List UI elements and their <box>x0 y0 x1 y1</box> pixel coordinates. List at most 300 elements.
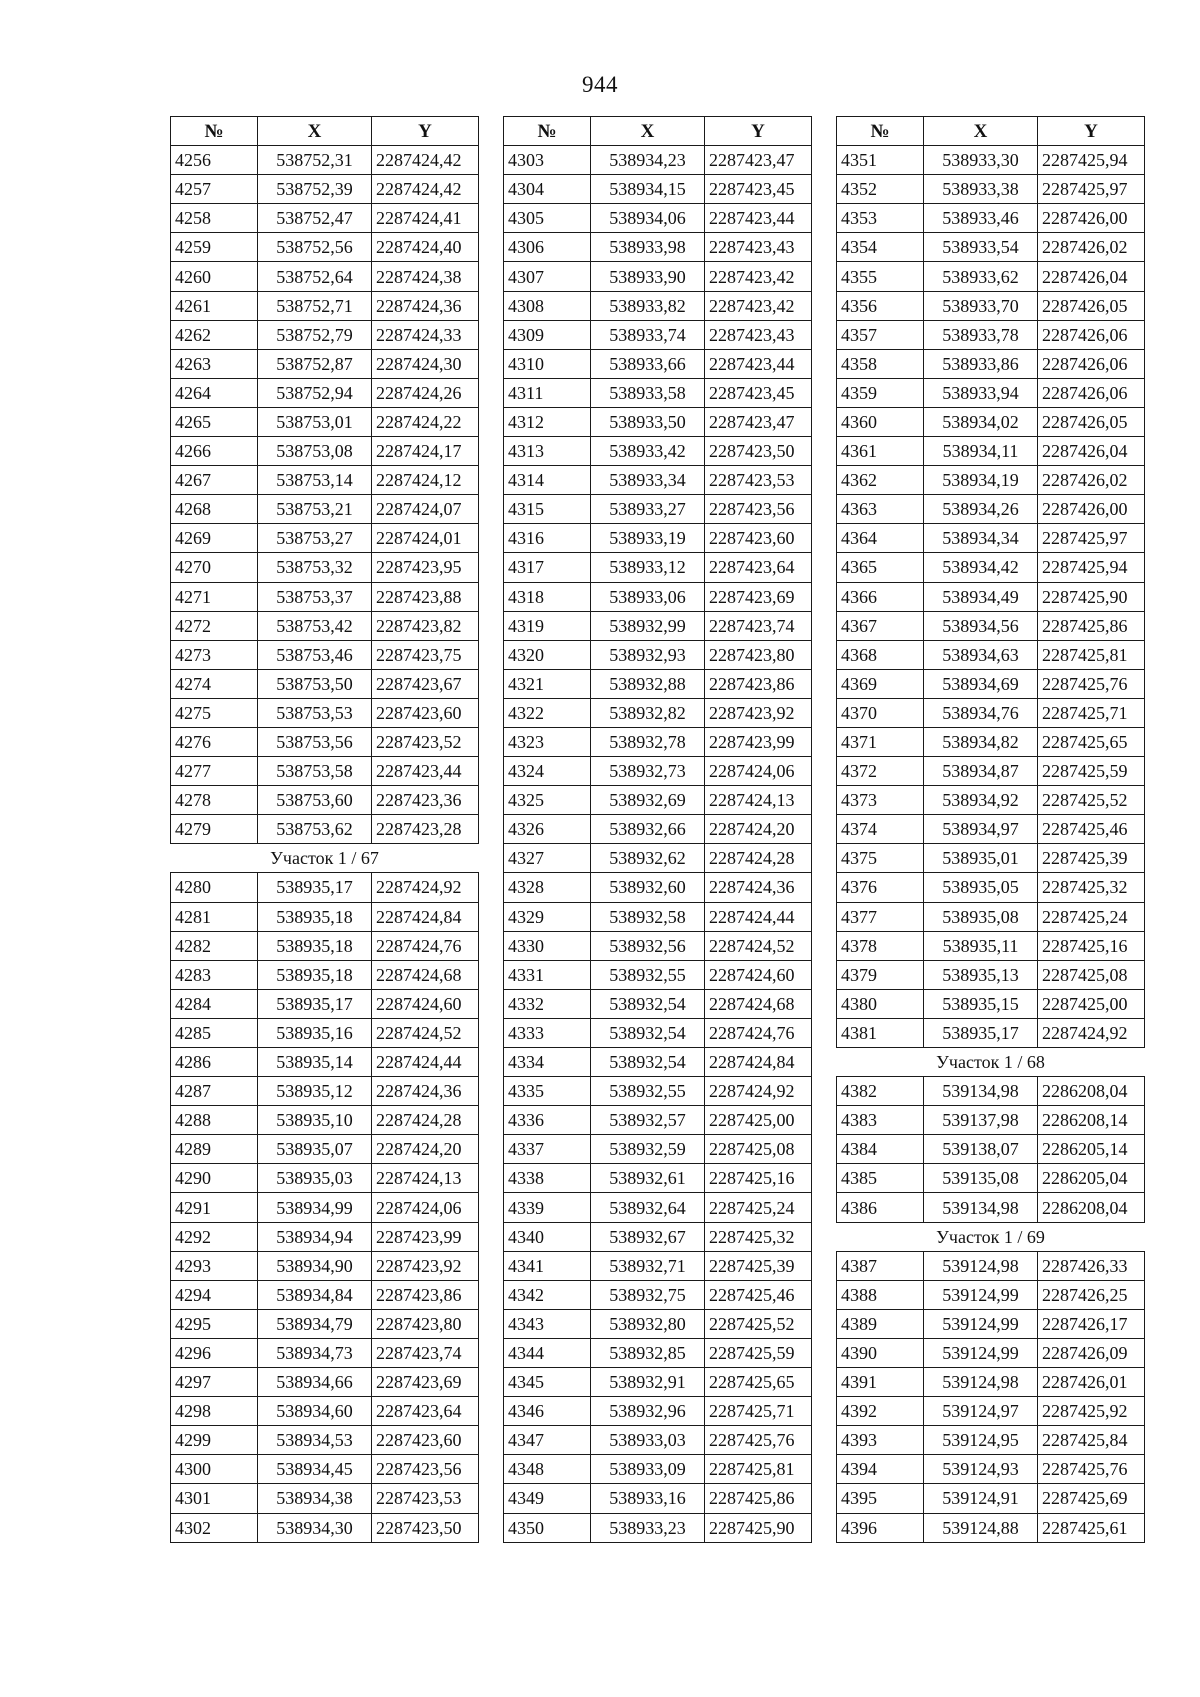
table-row <box>837 553 1145 582</box>
table-row <box>171 204 479 233</box>
x-coordinate: 538752,94 <box>258 378 372 407</box>
x-coordinate: 538752,87 <box>258 349 372 378</box>
table-row <box>171 349 479 378</box>
y-coordinate: 2287423,86 <box>372 1280 479 1309</box>
point-number: 4333 <box>504 1018 591 1047</box>
x-coordinate: 538933,86 <box>924 349 1038 378</box>
table-row <box>837 1018 1145 1047</box>
point-number: 4382 <box>837 1077 924 1106</box>
x-coordinate: 538753,01 <box>258 407 372 436</box>
point-number: 4356 <box>837 291 924 320</box>
x-coordinate: 538933,54 <box>924 233 1038 262</box>
point-number: 4285 <box>171 1018 258 1047</box>
table-row <box>837 1193 1145 1222</box>
point-number: 4354 <box>837 233 924 262</box>
y-coordinate: 2287423,60 <box>372 698 479 727</box>
point-number: 4283 <box>171 960 258 989</box>
point-number: 4344 <box>504 1338 591 1367</box>
y-coordinate: 2287423,42 <box>705 262 812 291</box>
x-coordinate: 538933,30 <box>924 146 1038 175</box>
y-coordinate: 2287426,04 <box>1038 262 1145 291</box>
y-coordinate: 2287426,06 <box>1038 378 1145 407</box>
point-number: 4294 <box>171 1280 258 1309</box>
y-coordinate: 2287423,69 <box>705 582 812 611</box>
table-row <box>171 291 479 320</box>
x-coordinate: 538932,93 <box>591 640 705 669</box>
x-coordinate: 539124,98 <box>924 1251 1038 1280</box>
y-coordinate: 2287423,28 <box>372 815 479 844</box>
y-coordinate: 2286205,04 <box>1038 1164 1145 1193</box>
point-number: 4258 <box>171 204 258 233</box>
y-coordinate: 2287424,68 <box>372 960 479 989</box>
table-row <box>171 320 479 349</box>
y-coordinate: 2287423,47 <box>705 407 812 436</box>
y-coordinate: 2287423,60 <box>372 1426 479 1455</box>
y-coordinate: 2287424,42 <box>372 175 479 204</box>
point-number: 4313 <box>504 437 591 466</box>
x-coordinate: 538934,69 <box>924 669 1038 698</box>
table-row <box>504 349 812 378</box>
point-number: 4379 <box>837 960 924 989</box>
point-number: 4390 <box>837 1338 924 1367</box>
y-coordinate: 2287425,65 <box>1038 727 1145 756</box>
table-row <box>504 1368 812 1397</box>
point-number: 4391 <box>837 1368 924 1397</box>
point-number: 4268 <box>171 495 258 524</box>
y-coordinate: 2287424,13 <box>372 1164 479 1193</box>
table-row <box>504 698 812 727</box>
section-row <box>171 844 479 873</box>
table-row <box>837 1280 1145 1309</box>
table-row <box>837 437 1145 466</box>
x-coordinate: 538934,73 <box>258 1338 372 1367</box>
x-coordinate: 539124,91 <box>924 1484 1038 1513</box>
x-coordinate: 538934,26 <box>924 495 1038 524</box>
point-number: 4291 <box>171 1193 258 1222</box>
table-row <box>837 146 1145 175</box>
y-coordinate: 2287425,00 <box>1038 989 1145 1018</box>
table-row <box>171 1280 479 1309</box>
table-row <box>837 1368 1145 1397</box>
point-number: 4263 <box>171 349 258 378</box>
point-number: 4272 <box>171 611 258 640</box>
y-coordinate: 2287424,44 <box>372 1048 479 1077</box>
y-coordinate: 2287425,32 <box>705 1222 812 1251</box>
y-coordinate: 2287423,44 <box>705 349 812 378</box>
point-number: 4365 <box>837 553 924 582</box>
point-number: 4300 <box>171 1455 258 1484</box>
x-coordinate: 538934,23 <box>591 146 705 175</box>
table-row <box>504 204 812 233</box>
table-row <box>171 553 479 582</box>
x-coordinate: 538932,55 <box>591 960 705 989</box>
x-coordinate: 538935,18 <box>258 902 372 931</box>
table-row <box>171 1426 479 1455</box>
x-coordinate: 538933,34 <box>591 466 705 495</box>
x-coordinate: 538935,05 <box>924 873 1038 902</box>
section-row <box>837 1048 1145 1077</box>
point-number: 4303 <box>504 146 591 175</box>
x-coordinate: 538753,46 <box>258 640 372 669</box>
x-coordinate: 538932,80 <box>591 1309 705 1338</box>
x-coordinate: 538932,55 <box>591 1077 705 1106</box>
x-coordinate: 539135,08 <box>924 1164 1038 1193</box>
point-number: 4280 <box>171 873 258 902</box>
y-coordinate: 2287426,00 <box>1038 495 1145 524</box>
x-coordinate: 538934,19 <box>924 466 1038 495</box>
x-coordinate: 538932,64 <box>591 1193 705 1222</box>
x-coordinate: 539137,98 <box>924 1106 1038 1135</box>
x-coordinate: 538932,54 <box>591 1048 705 1077</box>
x-coordinate: 539124,98 <box>924 1368 1038 1397</box>
table-row <box>171 175 479 204</box>
point-number: 4287 <box>171 1077 258 1106</box>
table-row <box>837 1338 1145 1367</box>
y-coordinate: 2287425,76 <box>1038 669 1145 698</box>
table-row <box>171 1397 479 1426</box>
point-number: 4395 <box>837 1484 924 1513</box>
point-number: 4359 <box>837 378 924 407</box>
point-number: 4278 <box>171 786 258 815</box>
y-coordinate: 2287423,86 <box>705 669 812 698</box>
x-coordinate: 538933,23 <box>591 1513 705 1542</box>
y-coordinate: 2287426,33 <box>1038 1251 1145 1280</box>
point-number: 4315 <box>504 495 591 524</box>
x-coordinate: 538933,58 <box>591 378 705 407</box>
point-number: 4345 <box>504 1368 591 1397</box>
y-coordinate: 2287423,99 <box>705 727 812 756</box>
header-y: Y <box>705 117 812 146</box>
point-number: 4332 <box>504 989 591 1018</box>
y-coordinate: 2287424,06 <box>705 757 812 786</box>
y-coordinate: 2287424,60 <box>372 989 479 1018</box>
x-coordinate: 538933,90 <box>591 262 705 291</box>
point-number: 4340 <box>504 1222 591 1251</box>
point-number: 4325 <box>504 786 591 815</box>
x-coordinate: 538934,84 <box>258 1280 372 1309</box>
y-coordinate: 2287426,05 <box>1038 407 1145 436</box>
y-coordinate: 2287423,75 <box>372 640 479 669</box>
point-number: 4326 <box>504 815 591 844</box>
point-number: 4308 <box>504 291 591 320</box>
table-row <box>837 349 1145 378</box>
y-coordinate: 2287424,52 <box>372 1018 479 1047</box>
table-row <box>171 669 479 698</box>
point-number: 4269 <box>171 524 258 553</box>
point-number: 4316 <box>504 524 591 553</box>
point-number: 4265 <box>171 407 258 436</box>
point-number: 4324 <box>504 757 591 786</box>
point-number: 4309 <box>504 320 591 349</box>
y-coordinate: 2287423,92 <box>705 698 812 727</box>
coordinates-table-2 <box>503 116 812 1543</box>
x-coordinate: 538932,85 <box>591 1338 705 1367</box>
table-row <box>504 1338 812 1367</box>
x-coordinate: 538933,16 <box>591 1484 705 1513</box>
y-coordinate: 2287423,74 <box>372 1338 479 1367</box>
table-row <box>837 1164 1145 1193</box>
point-number: 4289 <box>171 1135 258 1164</box>
y-coordinate: 2287423,88 <box>372 582 479 611</box>
y-coordinate: 2287425,94 <box>1038 146 1145 175</box>
table-row <box>504 873 812 902</box>
y-coordinate: 2287423,95 <box>372 553 479 582</box>
x-coordinate: 538752,56 <box>258 233 372 262</box>
x-coordinate: 538934,79 <box>258 1309 372 1338</box>
point-number: 4293 <box>171 1251 258 1280</box>
point-number: 4349 <box>504 1484 591 1513</box>
table-row <box>171 1164 479 1193</box>
x-coordinate: 538934,82 <box>924 727 1038 756</box>
point-number: 4343 <box>504 1309 591 1338</box>
table-row <box>171 1251 479 1280</box>
x-coordinate: 538932,99 <box>591 611 705 640</box>
table-row <box>504 437 812 466</box>
point-number: 4310 <box>504 349 591 378</box>
y-coordinate: 2287424,36 <box>705 873 812 902</box>
table-row <box>837 640 1145 669</box>
x-coordinate: 538935,10 <box>258 1106 372 1135</box>
table-row <box>837 931 1145 960</box>
table-row <box>504 378 812 407</box>
y-coordinate: 2287425,81 <box>1038 640 1145 669</box>
point-number: 4262 <box>171 320 258 349</box>
table-row <box>837 669 1145 698</box>
table-row <box>504 582 812 611</box>
y-coordinate: 2287425,86 <box>705 1484 812 1513</box>
table-row <box>837 175 1145 204</box>
table-row <box>837 1251 1145 1280</box>
point-number: 4311 <box>504 378 591 407</box>
x-coordinate: 538934,92 <box>924 786 1038 815</box>
table-row <box>171 495 479 524</box>
point-number: 4296 <box>171 1338 258 1367</box>
table-row <box>171 698 479 727</box>
table-row <box>837 727 1145 756</box>
x-coordinate: 538934,38 <box>258 1484 372 1513</box>
x-coordinate: 538753,53 <box>258 698 372 727</box>
y-coordinate: 2287425,52 <box>705 1309 812 1338</box>
x-coordinate: 538935,18 <box>258 931 372 960</box>
table-row <box>171 146 479 175</box>
point-number: 4341 <box>504 1251 591 1280</box>
y-coordinate: 2287423,92 <box>372 1251 479 1280</box>
y-coordinate: 2287426,02 <box>1038 233 1145 262</box>
x-coordinate: 538752,71 <box>258 291 372 320</box>
point-number: 4257 <box>171 175 258 204</box>
point-number: 4327 <box>504 844 591 873</box>
x-coordinate: 538934,11 <box>924 437 1038 466</box>
point-number: 4392 <box>837 1397 924 1426</box>
y-coordinate: 2287424,52 <box>705 931 812 960</box>
point-number: 4312 <box>504 407 591 436</box>
table-row <box>504 1222 812 1251</box>
x-coordinate: 538934,15 <box>591 175 705 204</box>
y-coordinate: 2287423,43 <box>705 233 812 262</box>
point-number: 4323 <box>504 727 591 756</box>
header-x: X <box>258 117 372 146</box>
point-number: 4374 <box>837 815 924 844</box>
y-coordinate: 2287423,67 <box>372 669 479 698</box>
x-coordinate: 538934,56 <box>924 611 1038 640</box>
x-coordinate: 538933,98 <box>591 233 705 262</box>
y-coordinate: 2287424,07 <box>372 495 479 524</box>
table-row <box>837 1077 1145 1106</box>
y-coordinate: 2287423,99 <box>372 1222 479 1251</box>
x-coordinate: 538753,58 <box>258 757 372 786</box>
x-coordinate: 538932,62 <box>591 844 705 873</box>
point-number: 4355 <box>837 262 924 291</box>
x-coordinate: 538932,66 <box>591 815 705 844</box>
point-number: 4380 <box>837 989 924 1018</box>
table-row <box>504 611 812 640</box>
point-number: 4360 <box>837 407 924 436</box>
x-coordinate: 538934,90 <box>258 1251 372 1280</box>
x-coordinate: 538752,47 <box>258 204 372 233</box>
table-row <box>837 204 1145 233</box>
table-row <box>504 146 812 175</box>
x-coordinate: 538935,01 <box>924 844 1038 873</box>
y-coordinate: 2287423,82 <box>372 611 479 640</box>
y-coordinate: 2287424,92 <box>705 1077 812 1106</box>
y-coordinate: 2287426,02 <box>1038 466 1145 495</box>
table-row <box>504 1455 812 1484</box>
y-coordinate: 2287424,92 <box>372 873 479 902</box>
x-coordinate: 538753,50 <box>258 669 372 698</box>
x-coordinate: 538753,37 <box>258 582 372 611</box>
y-coordinate: 2287425,76 <box>705 1426 812 1455</box>
x-coordinate: 538753,27 <box>258 524 372 553</box>
table-row <box>504 931 812 960</box>
table-row <box>504 1251 812 1280</box>
table-row <box>171 815 479 844</box>
y-coordinate: 2287425,16 <box>705 1164 812 1193</box>
x-coordinate: 538935,17 <box>258 989 372 1018</box>
x-coordinate: 538934,42 <box>924 553 1038 582</box>
y-coordinate: 2287426,06 <box>1038 349 1145 378</box>
table-row <box>171 1455 479 1484</box>
table-row <box>171 989 479 1018</box>
x-coordinate: 538935,16 <box>258 1018 372 1047</box>
table-row <box>171 1338 479 1367</box>
x-coordinate: 539124,95 <box>924 1426 1038 1455</box>
table-row <box>837 989 1145 1018</box>
x-coordinate: 539138,07 <box>924 1135 1038 1164</box>
table-row <box>504 1426 812 1455</box>
table-row <box>171 640 479 669</box>
x-coordinate: 538933,70 <box>924 291 1038 320</box>
point-number: 4350 <box>504 1513 591 1542</box>
y-coordinate: 2287426,05 <box>1038 291 1145 320</box>
x-coordinate: 538932,82 <box>591 698 705 727</box>
y-coordinate: 2287423,50 <box>372 1513 479 1542</box>
y-coordinate: 2287425,59 <box>1038 757 1145 786</box>
x-coordinate: 538934,97 <box>924 815 1038 844</box>
point-number: 4339 <box>504 1193 591 1222</box>
table-row <box>837 1106 1145 1135</box>
table-row <box>504 1048 812 1077</box>
y-coordinate: 2287424,92 <box>1038 1018 1145 1047</box>
point-number: 4362 <box>837 466 924 495</box>
x-coordinate: 538932,56 <box>591 931 705 960</box>
header-y: Y <box>1038 117 1145 146</box>
x-coordinate: 538933,82 <box>591 291 705 320</box>
x-coordinate: 538934,02 <box>924 407 1038 436</box>
table-row <box>837 262 1145 291</box>
table-row <box>837 757 1145 786</box>
x-coordinate: 538752,79 <box>258 320 372 349</box>
table-row <box>504 815 812 844</box>
x-coordinate: 538935,11 <box>924 931 1038 960</box>
table-row <box>171 582 479 611</box>
point-number: 4301 <box>171 1484 258 1513</box>
y-coordinate: 2287424,36 <box>372 291 479 320</box>
table-row <box>504 1484 812 1513</box>
y-coordinate: 2287423,53 <box>705 466 812 495</box>
y-coordinate: 2287424,20 <box>705 815 812 844</box>
x-coordinate: 538752,64 <box>258 262 372 291</box>
point-number: 4286 <box>171 1048 258 1077</box>
y-coordinate: 2287425,92 <box>1038 1397 1145 1426</box>
point-number: 4256 <box>171 146 258 175</box>
x-coordinate: 538932,91 <box>591 1368 705 1397</box>
point-number: 4353 <box>837 204 924 233</box>
y-coordinate: 2287424,76 <box>705 1018 812 1047</box>
table-row <box>837 1135 1145 1164</box>
point-number: 4299 <box>171 1426 258 1455</box>
point-number: 4306 <box>504 233 591 262</box>
y-coordinate: 2287425,08 <box>1038 960 1145 989</box>
x-coordinate: 538933,38 <box>924 175 1038 204</box>
point-number: 4358 <box>837 349 924 378</box>
table-row <box>504 1397 812 1426</box>
x-coordinate: 538753,56 <box>258 727 372 756</box>
table-row <box>504 407 812 436</box>
table-row <box>171 233 479 262</box>
point-number: 4351 <box>837 146 924 175</box>
table-row <box>837 378 1145 407</box>
y-coordinate: 2287423,44 <box>705 204 812 233</box>
point-number: 4371 <box>837 727 924 756</box>
x-coordinate: 538933,66 <box>591 349 705 378</box>
header-x: X <box>591 117 705 146</box>
y-coordinate: 2287423,56 <box>705 495 812 524</box>
table-row <box>171 524 479 553</box>
y-coordinate: 2287425,69 <box>1038 1484 1145 1513</box>
x-coordinate: 538935,12 <box>258 1077 372 1106</box>
x-coordinate: 538933,78 <box>924 320 1038 349</box>
coordinates-table-3 <box>836 116 1145 1543</box>
table-row <box>504 175 812 204</box>
y-coordinate: 2287425,71 <box>705 1397 812 1426</box>
x-coordinate: 538932,54 <box>591 989 705 1018</box>
point-number: 4279 <box>171 815 258 844</box>
table-row <box>171 1106 479 1135</box>
table-row <box>504 640 812 669</box>
coordinates-table-1 <box>170 116 479 1543</box>
section-title: Участок 1 / 68 <box>837 1048 1145 1077</box>
point-number: 4271 <box>171 582 258 611</box>
table-row <box>171 727 479 756</box>
table-row <box>837 873 1145 902</box>
x-coordinate: 538933,09 <box>591 1455 705 1484</box>
y-coordinate: 2287425,90 <box>1038 582 1145 611</box>
table-row <box>171 931 479 960</box>
x-coordinate: 538932,71 <box>591 1251 705 1280</box>
table-row <box>504 291 812 320</box>
table-row <box>504 1106 812 1135</box>
table-row <box>837 1513 1145 1542</box>
